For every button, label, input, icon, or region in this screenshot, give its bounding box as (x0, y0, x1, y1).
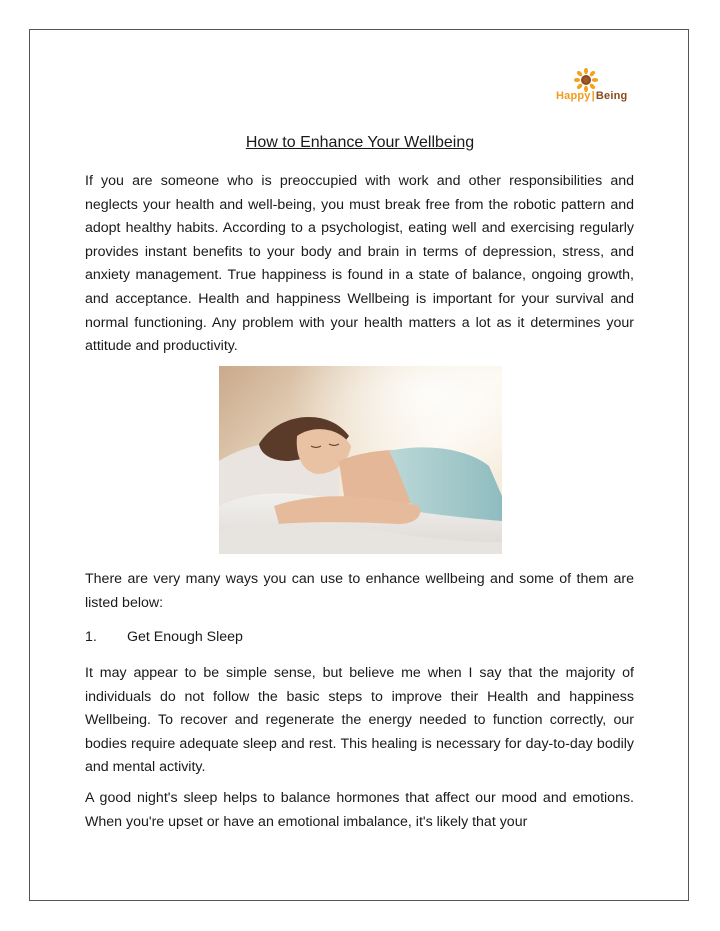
sleep-paragraph-1: It may appear to be simple sense, but believe me when I say that the majority of individuals do not follow the basic steps to improve their Health and happiness Wellbeing. To recover and regenerate the energy needed to function correctly, our bodies require adequate sleep and rest. This healing is necessary for day-to-day bodily and mental activity. (85, 665, 634, 776)
logo-separator: | (591, 90, 595, 102)
photo-sleeping-woman (219, 366, 502, 554)
article-title: How to Enhance Your Wellbeing (245, 134, 475, 151)
sleep-paragraph-2: A good night's sleep helps to balance hormones that affect our mood and emotions. When you're upset or have an emotional imbalance, it's likely that your (85, 790, 634, 830)
list-item-text: Get Enough Sleep (127, 629, 243, 645)
intro-paragraph: If you are someone who is preoccupied with work and other responsibilities and neglects your health and well-being, you must break free from the robotic pattern and adopt healthy habits. According to a psychologist, eating well and exercising regularly provides instant benefits to your body and brain in terms of depression, stress, and anxiety management. True happiness is found in a state of balance, ongoing growth, and acceptance. Health and happiness Wellbeing is important for your survival and normal functioning. Any problem with your health matters a lot as it determines your attitude and productivity. (85, 173, 634, 355)
happybeing-logo (556, 68, 626, 108)
logo-wordmark (556, 90, 626, 102)
lead-in-paragraph: There are very many ways you can use to enhance wellbeing and some of them are listed below: (85, 571, 634, 611)
list-item (85, 626, 243, 650)
list-item-number: 1. (85, 629, 97, 645)
sunflower-icon (574, 68, 598, 92)
logo-word-being: Being (595, 90, 628, 102)
logo-word-happy: Happy (556, 90, 591, 102)
